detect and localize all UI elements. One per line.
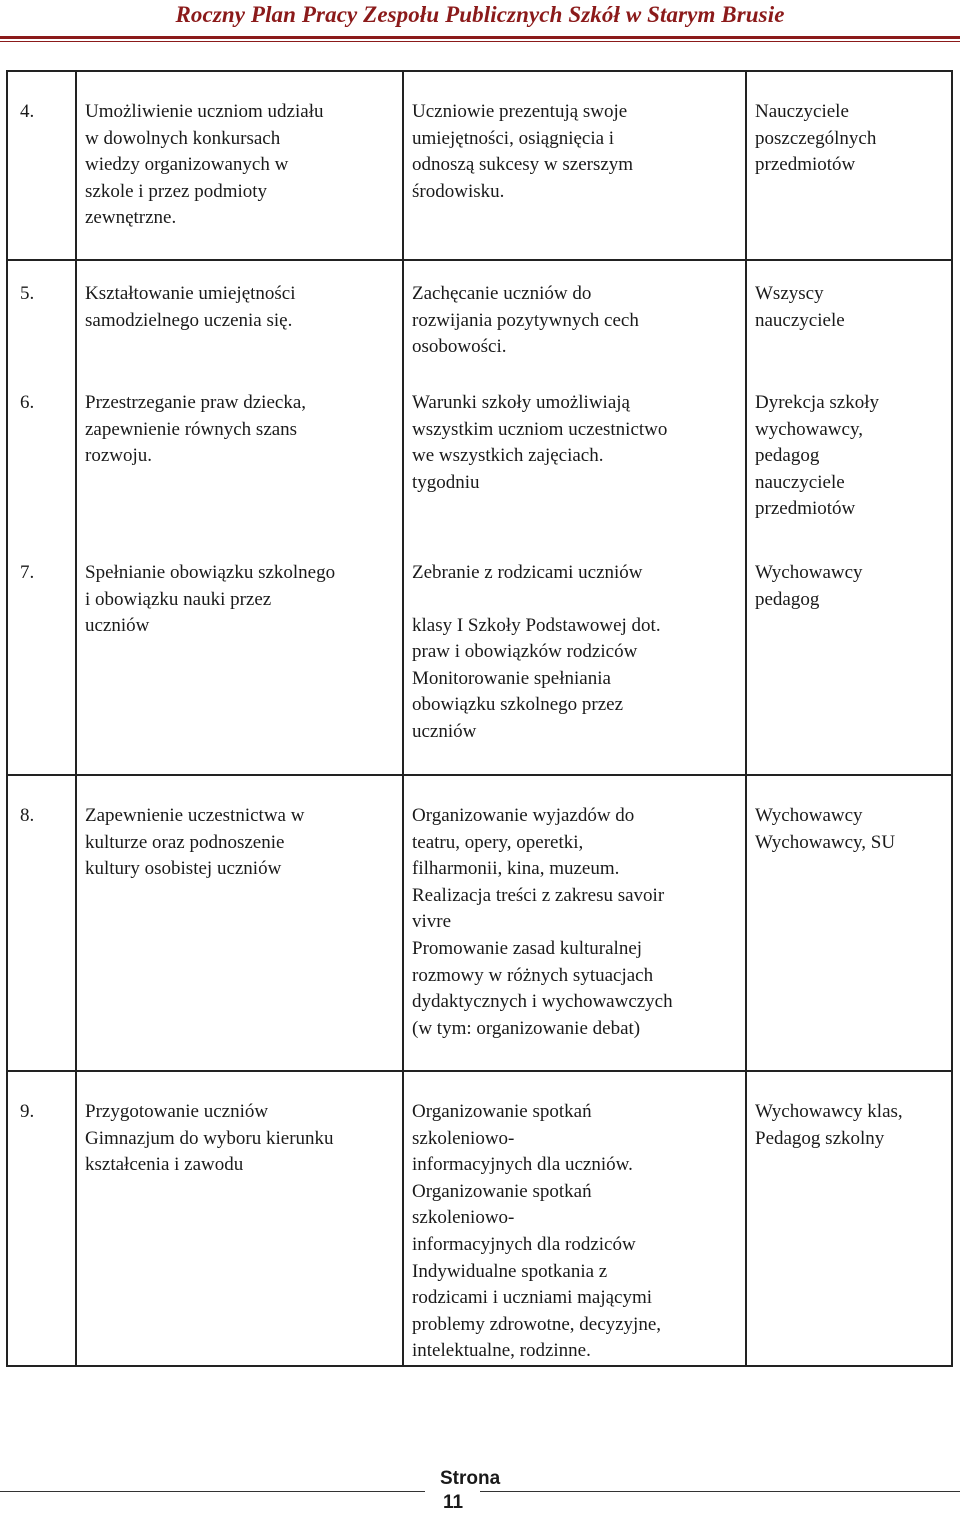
cell-text-line: rozwijania pozytywnych cech <box>412 309 639 331</box>
cell-text-line: tygodniu <box>412 471 480 493</box>
cell-text-line: Organizowanie spotkań <box>412 1101 592 1122</box>
responsible-cell <box>746 260 952 370</box>
row-number-text: 5. <box>20 283 35 304</box>
cell-text-line: nauczyciele <box>755 309 845 331</box>
cell-text-line: przedmiotów <box>755 498 856 520</box>
cell-text-line: szkoleniowo- <box>412 1127 515 1149</box>
cell-text-line: Zebranie z rodzicami uczniów <box>412 562 643 583</box>
row-number-text: 7. <box>20 562 35 583</box>
responsible-cell <box>746 775 952 1071</box>
cell-text-line: szkoleniowo- <box>412 1207 515 1229</box>
row-number <box>7 370 76 533</box>
footer-rule-left <box>0 1491 425 1492</box>
cell-text-line: i obowiązku nauki przez <box>85 588 272 610</box>
cell-text-line: kształcenia i zawodu <box>85 1154 244 1176</box>
cell-text-line: wiedzy organizowanych w <box>85 154 289 176</box>
cell-text-line: Gimnazjum do wyboru kierunku <box>85 1127 334 1149</box>
cell-text-line: zewnętrzne. <box>85 207 177 229</box>
responsible-cell <box>746 1071 952 1366</box>
cell-text-line: we wszystkich zajęciach. <box>412 445 604 467</box>
cell-text-line: Przestrzeganie praw dziecka, <box>85 392 307 413</box>
row-number <box>7 775 76 1071</box>
table-row <box>7 71 952 260</box>
form-cell <box>403 533 746 775</box>
cell-text-line: Umożliwienie uczniom udziału <box>85 101 324 122</box>
cell-text-line: obowiązku szkolnego przez <box>412 694 624 716</box>
cell-text-line: teatru, opery, operetki, <box>412 831 584 853</box>
line-gap <box>412 587 737 613</box>
form-cell <box>403 71 746 260</box>
cell-text-line: Wychowawcy <box>755 805 863 826</box>
cell-text-line: Przygotowanie uczniów <box>85 1101 269 1122</box>
table-row <box>7 1071 952 1366</box>
cell-text-line: wszystkim uczniom uczestnictwo <box>412 418 668 440</box>
plan-table <box>6 70 953 1367</box>
row-number-text: 6. <box>20 392 35 413</box>
cell-text-line: Monitorowanie spełniania <box>412 667 611 689</box>
cell-text-line: kultury osobistej uczniów <box>85 858 282 880</box>
cell-text-line: klasy I Szkoły Podstawowej dot. <box>412 614 661 636</box>
page-number: 11 <box>443 1492 464 1513</box>
cell-text-line: Organizowanie spotkań <box>412 1180 592 1202</box>
responsible-cell <box>746 370 952 533</box>
cell-text-line: Wychowawcy, SU <box>755 831 896 853</box>
form-cell <box>403 370 746 533</box>
cell-text-line: samodzielnego uczenia się. <box>85 309 293 331</box>
table-row <box>7 533 952 775</box>
cell-text-line: Kształtowanie umiejętności <box>85 283 296 304</box>
row-number-text: 4. <box>20 101 35 122</box>
cell-text-line: zapewnienie równych szans <box>85 418 298 440</box>
cell-text-line: filharmonii, kina, muzeum. <box>412 858 620 880</box>
cell-text-line: Wszyscy <box>755 283 824 304</box>
cell-text-line: Wychowawcy klas, <box>755 1101 903 1122</box>
task-cell <box>76 370 403 533</box>
cell-text-line: Warunki szkoły umożliwiają <box>412 392 630 413</box>
cell-text-line: pedagog <box>755 445 820 467</box>
row-number-text: 9. <box>20 1101 35 1122</box>
row-number-text: 8. <box>20 805 35 826</box>
cell-text-line: uczniów <box>85 615 150 637</box>
cell-text-line: nauczyciele <box>755 471 845 493</box>
cell-text-line: Realizacja treści z zakresu savoir <box>412 884 665 906</box>
page-footer <box>0 1466 960 1513</box>
cell-text-line: vivre <box>412 911 452 933</box>
cell-text-line: Dyrekcja szkoły <box>755 392 879 413</box>
cell-text-line: umiejętności, osiągnięcia i <box>412 127 615 149</box>
responsible-cell <box>746 533 952 775</box>
cell-text-line: Indywidualne spotkania z <box>412 1260 608 1282</box>
responsible-cell <box>746 71 952 260</box>
table-row <box>7 370 952 533</box>
cell-text-line: środowisku. <box>412 180 505 202</box>
cell-text-line: rodzicami i uczniami mającymi <box>412 1287 653 1309</box>
task-cell <box>76 1071 403 1366</box>
cell-text-line: Zapewnienie uczestnictwa w <box>85 805 305 826</box>
cell-text-line: Spełnianie obowiązku szkolnego <box>85 562 336 583</box>
row-number <box>7 1071 76 1366</box>
cell-text-line: Organizowanie wyjazdów do <box>412 805 635 826</box>
page-label: Strona <box>440 1468 501 1489</box>
cell-text-line: problemy zdrowotne, decyzyjne, <box>412 1313 662 1335</box>
cell-text-line: odnoszą sukcesy w szerszym <box>412 154 634 176</box>
cell-text-line: wychowawcy, <box>755 418 863 440</box>
task-cell <box>76 775 403 1071</box>
cell-text-line: przedmiotów <box>755 154 856 176</box>
cell-text-line: Promowanie zasad kulturalnej <box>412 937 643 959</box>
cell-text-line: Wychowawcy <box>755 562 863 583</box>
cell-text-line: rozwoju. <box>85 445 153 467</box>
task-cell <box>76 533 403 775</box>
cell-text-line: rozmowy w różnych sytuacjach <box>412 964 654 986</box>
cell-text-line: w dowolnych konkursach <box>85 127 281 149</box>
task-cell <box>76 260 403 370</box>
cell-text-line: intelektualne, rodzinne. <box>412 1340 591 1362</box>
task-cell <box>76 71 403 260</box>
row-number <box>7 260 76 370</box>
cell-text-line: Pedagog szkolny <box>755 1127 885 1149</box>
document-title: Roczny Plan Pracy Zespołu Publicznych Szkół w Starym Brusie <box>175 2 785 27</box>
cell-text-line: osobowości. <box>412 336 507 358</box>
table-row <box>7 260 952 370</box>
header-rule-thin <box>0 41 960 42</box>
cell-text-line: praw i obowiązków rodziców <box>412 641 638 663</box>
row-number <box>7 533 76 775</box>
cell-text-line: informacyjnych dla uczniów. <box>412 1154 633 1176</box>
form-cell <box>403 775 746 1071</box>
cell-text-line: informacyjnych dla rodziców <box>412 1233 636 1255</box>
cell-text-line: kulturze oraz podnoszenie <box>85 831 285 853</box>
page-header <box>0 0 960 48</box>
cell-text-line: szkole i przez podmioty <box>85 180 268 202</box>
cell-text-line: Nauczyciele <box>755 101 849 122</box>
cell-text-line: Zachęcanie uczniów do <box>412 283 592 304</box>
footer-rule-right <box>480 1491 960 1492</box>
cell-text-line: dydaktycznych i wychowawczych <box>412 991 673 1013</box>
cell-text-line: uczniów <box>412 720 477 742</box>
header-rule <box>0 36 960 39</box>
row-number <box>7 71 76 260</box>
cell-text-line: (w tym: organizowanie debat) <box>412 1017 641 1039</box>
form-cell <box>403 1071 746 1366</box>
cell-text-line: poszczególnych <box>755 127 877 149</box>
table-row <box>7 775 952 1071</box>
cell-text-line: Uczniowie prezentują swoje <box>412 101 628 122</box>
cell-text-line: pedagog <box>755 588 820 610</box>
plan-table-body <box>7 71 952 1366</box>
form-cell <box>403 260 746 370</box>
